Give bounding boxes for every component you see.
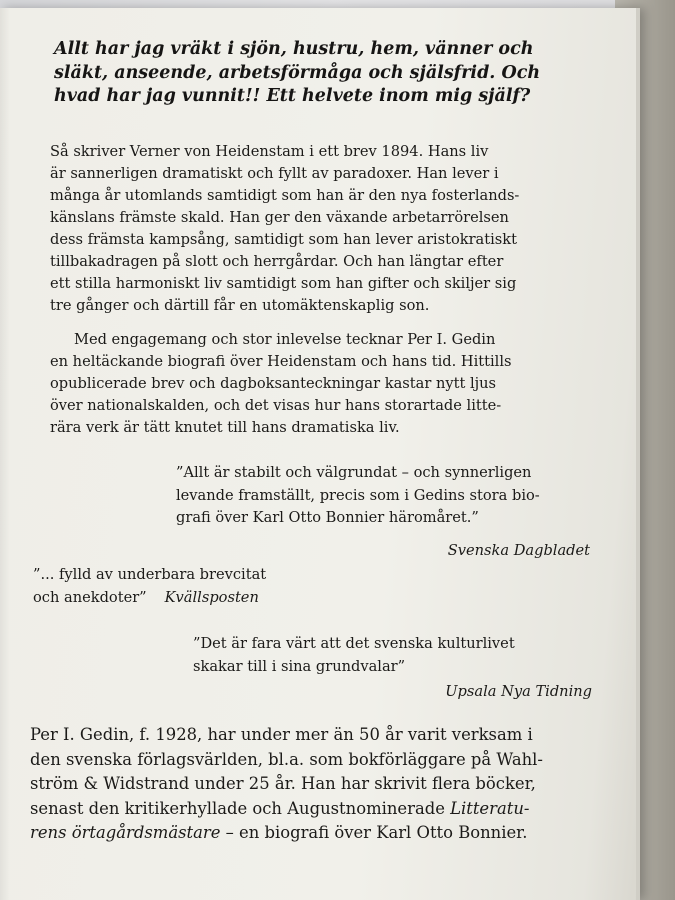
review-quote-1 xyxy=(176,462,540,530)
bio-line: ström & Widstrand under 25 år. Han har skrivit flera böcker, xyxy=(30,774,536,793)
epigraph-line: Allt har jag vräkt i sjön, hustru, hem, vänner och xyxy=(54,39,534,59)
bio-line: Per I. Gedin, f. 1928, har under mer än 50 år varit verksam i xyxy=(30,725,533,744)
description-paragraph-2 xyxy=(50,329,511,439)
paragraph-line: dess främsta kampsång, samtidigt som han lever aristokratiskt xyxy=(50,231,517,248)
book-title: rens örtagårdsmästare xyxy=(30,823,221,842)
quote-line: skakar till i sina grundvalar” xyxy=(193,657,406,675)
bio-line xyxy=(30,797,543,822)
review-source-1: Svenska Dagbladet xyxy=(447,542,590,559)
review-quote-2 xyxy=(33,563,266,609)
quote-line xyxy=(33,586,266,609)
paragraph-line: över nationalskalden, och det visas hur hans storartade litte- xyxy=(50,397,502,414)
bio-line: den svenska förlagsvärlden, bl.a. som bokförläggare på Wahl- xyxy=(30,749,543,769)
paragraph-line: känslans främste skald. Han ger den växande arbetarrörelsen xyxy=(50,209,509,226)
epigraph xyxy=(54,38,540,109)
description-paragraph-1 xyxy=(50,141,519,317)
review-source-3: Upsala Nya Tidning xyxy=(445,683,592,700)
epigraph-line: hvad har jag vunnit!! Ett helvete inom mig själf? xyxy=(54,86,531,106)
bio-text: senast den kritikerhyllade och Augustnominerade xyxy=(30,798,451,818)
epigraph-line: släkt, anseende, arbetsförmåga och själsfrid. Och xyxy=(54,62,541,83)
review-quote-3 xyxy=(193,633,515,678)
quote-line: grafi över Karl Otto Bonnier häromåret.” xyxy=(176,509,479,526)
paragraph-line: ett stilla harmoniskt liv samtidigt som han gifter och skiljer sig xyxy=(50,275,517,292)
paragraph-line: en heltäckande biografi över Heidenstam och hans tid. Hittills xyxy=(50,353,512,370)
paragraph-line: rära verk är tätt knutet till hans dramatiska liv. xyxy=(50,419,400,436)
paragraph-line: Så skriver Verner von Heidenstam i ett brev 1894. Hans liv xyxy=(50,143,489,160)
review-source-2: Kvällsposten xyxy=(164,589,259,606)
paragraph-line: många år utomlands samtidigt som han är den nya fosterlands- xyxy=(50,187,520,204)
paragraph-line: opublicerade brev och dagboksanteckningar kastar nytt ljus xyxy=(50,375,497,392)
quote-line: ”Allt är stabilt och välgrundat – och synnerligen xyxy=(176,464,532,481)
quote-line: ”... fylld av underbara brevcitat xyxy=(33,566,267,583)
book-back-cover xyxy=(0,8,640,900)
paragraph-line: tre gånger och därtill får en utomäktenskaplig son. xyxy=(50,297,430,314)
spine-shadow xyxy=(0,8,10,900)
author-bio xyxy=(30,723,543,846)
bio-line xyxy=(30,821,543,846)
bio-text: – en biografi över Karl Otto Bonnier. xyxy=(220,823,528,842)
page-edge xyxy=(636,8,640,900)
paragraph-line: tillbakadragen på slott och herrgårdar. Och han längtar efter xyxy=(50,253,504,270)
quote-line: levande framställt, precis som i Gedins stora bio- xyxy=(176,486,540,504)
book-title: Litteratu- xyxy=(450,798,530,818)
paragraph-line: är sannerligen dramatiskt och fyllt av paradoxer. Han lever i xyxy=(50,165,499,182)
paragraph-line: Med engagemang och stor inlevelse tecknar Per I. Gedin xyxy=(74,331,496,348)
quote-text: och anekdoter” xyxy=(33,589,147,606)
quote-line: ”Det är fara värt att det svenska kulturlivet xyxy=(193,635,515,652)
